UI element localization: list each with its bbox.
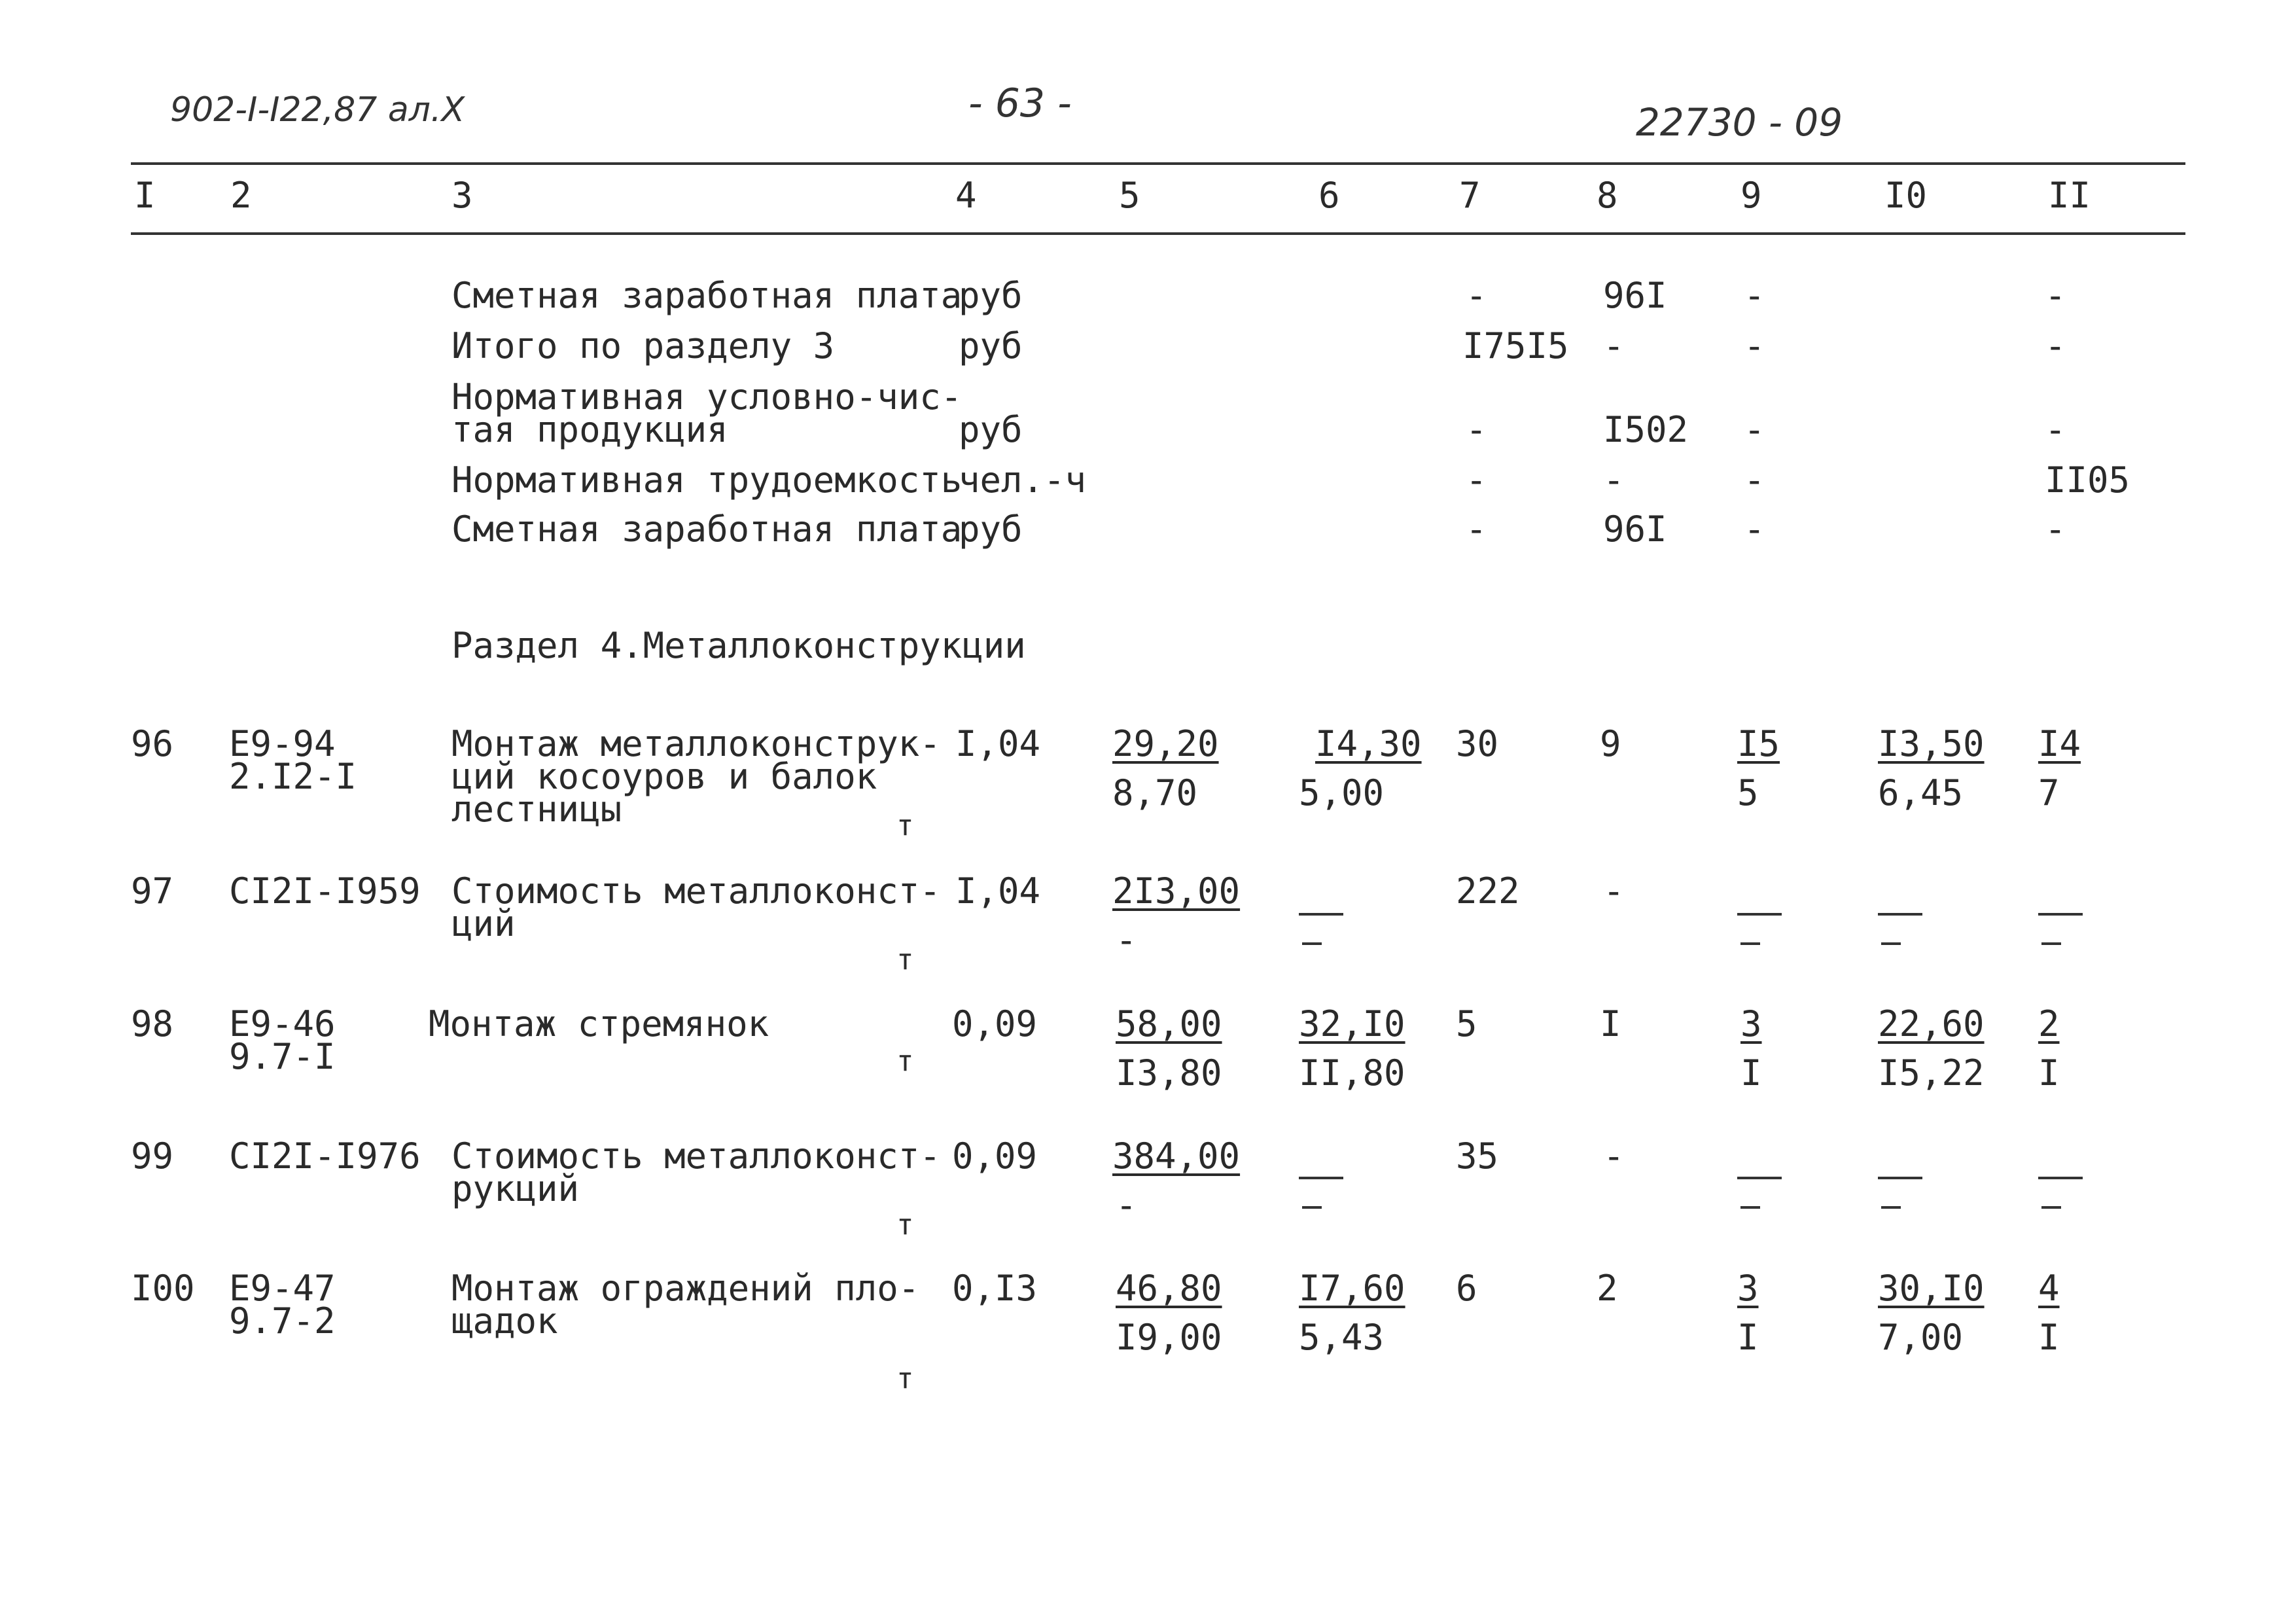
row-c10-top-dash — [1878, 1177, 1922, 1179]
row-unit: т — [896, 809, 914, 842]
summary-c8: I502 — [1603, 409, 1689, 450]
row-description: щадок — [451, 1300, 558, 1342]
row-description: ций косоуров и балок — [451, 756, 877, 797]
summary-label: Нормативная трудоемкость — [451, 459, 963, 501]
row-c5-top: 384,00 — [1112, 1135, 1241, 1177]
summary-unit: руб — [959, 409, 1023, 450]
row-c11-top: I4 — [2038, 723, 2081, 764]
row-c9-bottom: I — [1737, 1317, 1759, 1358]
row-c5-bottom: - — [1116, 919, 1137, 961]
row-unit: т — [896, 1208, 914, 1241]
row-code: 9.7-I — [229, 1036, 336, 1077]
row-c5-bottom: - — [1116, 1185, 1137, 1226]
row-quantity: I,04 — [955, 870, 1041, 912]
row-description: Монтаж стремянок — [429, 1003, 769, 1044]
column-header: 3 — [451, 175, 473, 216]
row-c5-top: 29,20 — [1112, 723, 1219, 764]
row-c11-bottom-dash — [2041, 942, 2061, 945]
header-bottom-rule — [131, 232, 2185, 235]
row-code: Е9-47 — [229, 1268, 336, 1309]
row-c6-bottom: 5,43 — [1299, 1317, 1385, 1358]
row-c10-bottom-dash — [1881, 942, 1901, 945]
summary-c9: - — [1744, 459, 1765, 501]
row-c10-bottom: I5,22 — [1878, 1052, 1985, 1094]
summary-c7: - — [1466, 275, 1487, 316]
summary-label: Нормативная условно-чис- — [451, 376, 963, 418]
row-c7: 5 — [1456, 1003, 1477, 1044]
row-description: лестницы — [451, 789, 622, 830]
row-c5-top: 2I3,00 — [1112, 870, 1241, 912]
row-quantity: 0,09 — [952, 1003, 1038, 1044]
row-c8: 9 — [1600, 723, 1621, 764]
row-c6-top-dash — [1299, 1177, 1343, 1179]
row-c5-bottom: I3,80 — [1116, 1052, 1222, 1094]
column-header: 8 — [1597, 175, 1618, 216]
row-c9-bottom: I — [1740, 1052, 1762, 1094]
row-quantity: 0,I3 — [952, 1268, 1038, 1309]
summary-c8: - — [1603, 325, 1625, 366]
row-c6-bottom-dash — [1302, 942, 1322, 945]
row-c6-top: I7,60 — [1299, 1268, 1405, 1309]
summary-unit: чел.-ч — [959, 459, 1087, 501]
summary-c9: - — [1744, 508, 1765, 550]
summary-c8: - — [1603, 459, 1625, 501]
row-c8: I — [1600, 1003, 1621, 1044]
row-c11-bottom-dash — [2041, 1206, 2061, 1209]
row-description: ций — [451, 903, 516, 944]
row-c11-top-dash — [2038, 913, 2083, 916]
summary-label: тая продукция — [451, 409, 728, 450]
row-c9-top-dash — [1737, 913, 1782, 916]
row-c6-bottom-dash — [1302, 1206, 1322, 1209]
column-header: 5 — [1119, 175, 1140, 216]
row-c5-top: 46,80 — [1116, 1268, 1222, 1309]
row-c11-bottom: I — [2038, 1317, 2060, 1358]
column-header: II — [2048, 175, 2091, 216]
row-code: Е9-46 — [229, 1003, 336, 1044]
row-quantity: I,04 — [955, 723, 1041, 764]
column-header: 9 — [1740, 175, 1762, 216]
row-code: СI2I-I976 — [229, 1135, 421, 1177]
row-description: рукций — [451, 1168, 580, 1209]
summary-c7: - — [1466, 508, 1487, 550]
row-c10-top: 30,I0 — [1878, 1268, 1985, 1309]
summary-c8: 96I — [1603, 508, 1667, 550]
row-code: СI2I-I959 — [229, 870, 421, 912]
summary-label: Сметная заработная плата — [451, 508, 963, 550]
row-code: Е9-94 — [229, 723, 336, 764]
row-c9-top-dash — [1737, 1177, 1782, 1179]
row-number: 98 — [131, 1003, 174, 1044]
summary-c11: - — [2045, 325, 2066, 366]
row-c9-top: 3 — [1740, 1003, 1762, 1044]
row-c11-bottom: I — [2038, 1052, 2060, 1094]
row-c8: - — [1603, 1135, 1625, 1177]
row-code: 9.7-2 — [229, 1300, 336, 1342]
summary-unit: руб — [959, 508, 1023, 550]
header-top-rule — [131, 162, 2185, 165]
summary-c7: I75I5 — [1462, 325, 1569, 366]
row-c11-top-dash — [2038, 1177, 2083, 1179]
summary-c9: - — [1744, 275, 1765, 316]
column-header: 6 — [1318, 175, 1340, 216]
row-description: Стоимость металлоконст- — [451, 1135, 941, 1177]
column-header: 4 — [955, 175, 977, 216]
row-c6-top-dash — [1299, 913, 1343, 916]
summary-c9: - — [1744, 409, 1765, 450]
row-c5-top: 58,00 — [1116, 1003, 1222, 1044]
row-c11-top: 2 — [2038, 1003, 2060, 1044]
row-c10-bottom: 7,00 — [1878, 1317, 1964, 1358]
row-c9-bottom-dash — [1740, 942, 1760, 945]
row-number: I00 — [131, 1268, 195, 1309]
column-header: I0 — [1884, 175, 1928, 216]
row-c9-top: 3 — [1737, 1268, 1759, 1309]
row-c11-top: 4 — [2038, 1268, 2060, 1309]
summary-c8: 96I — [1603, 275, 1667, 316]
row-quantity: 0,09 — [952, 1135, 1038, 1177]
row-unit: т — [896, 1044, 914, 1078]
summary-unit: руб — [959, 325, 1023, 366]
row-c10-top: 22,60 — [1878, 1003, 1985, 1044]
row-c9-bottom-dash — [1740, 1206, 1760, 1209]
row-c7: 30 — [1456, 723, 1499, 764]
row-c5-bottom: 8,70 — [1112, 772, 1198, 813]
row-c6-bottom: 5,00 — [1299, 772, 1385, 813]
summary-c9: - — [1744, 325, 1765, 366]
row-c9-bottom: 5 — [1737, 772, 1759, 813]
row-c11-bottom: 7 — [2038, 772, 2060, 813]
summary-label: Итого по разделу 3 — [451, 325, 835, 366]
summary-c11: - — [2045, 508, 2066, 550]
document-code: 902-I-I22,87 ал.Х — [170, 90, 465, 130]
page-number: - 63 - — [968, 80, 1072, 126]
column-header: I — [134, 175, 156, 216]
row-c5-bottom: I9,00 — [1116, 1317, 1222, 1358]
row-number: 97 — [131, 870, 174, 912]
summary-label: Сметная заработная плата — [451, 275, 963, 316]
summary-c11: - — [2045, 275, 2066, 316]
row-unit: т — [896, 943, 914, 976]
section-title: Раздел 4.Металлоконструкции — [451, 625, 1026, 666]
column-header: 7 — [1459, 175, 1481, 216]
row-c10-bottom-dash — [1881, 1206, 1901, 1209]
row-c8: 2 — [1597, 1268, 1618, 1309]
row-c10-top: I3,50 — [1878, 723, 1985, 764]
row-number: 99 — [131, 1135, 174, 1177]
row-c6-bottom: II,80 — [1299, 1052, 1405, 1094]
column-header: 2 — [230, 175, 252, 216]
row-c9-top: I5 — [1737, 723, 1780, 764]
row-c7: 6 — [1456, 1268, 1477, 1309]
row-c7: 35 — [1456, 1135, 1499, 1177]
inventory-number: 22730 - 09 — [1636, 100, 1843, 145]
row-c6-top: 32,I0 — [1299, 1003, 1405, 1044]
row-unit: т — [896, 1362, 914, 1395]
row-description: Монтаж металлоконструк- — [451, 723, 941, 764]
summary-c11: II05 — [2045, 459, 2130, 501]
row-c6-top: I4,30 — [1315, 723, 1422, 764]
summary-c7: - — [1466, 459, 1487, 501]
row-c10-top-dash — [1878, 913, 1922, 916]
summary-c11: - — [2045, 409, 2066, 450]
summary-c7: - — [1466, 409, 1487, 450]
row-number: 96 — [131, 723, 174, 764]
row-c8: - — [1603, 870, 1625, 912]
row-description: Стоимость металлоконст- — [451, 870, 941, 912]
row-c7: 222 — [1456, 870, 1520, 912]
row-description: Монтаж ограждений пло- — [451, 1268, 920, 1309]
row-code: 2.I2-I — [229, 756, 357, 797]
summary-unit: руб — [959, 275, 1023, 316]
row-c10-bottom: 6,45 — [1878, 772, 1964, 813]
